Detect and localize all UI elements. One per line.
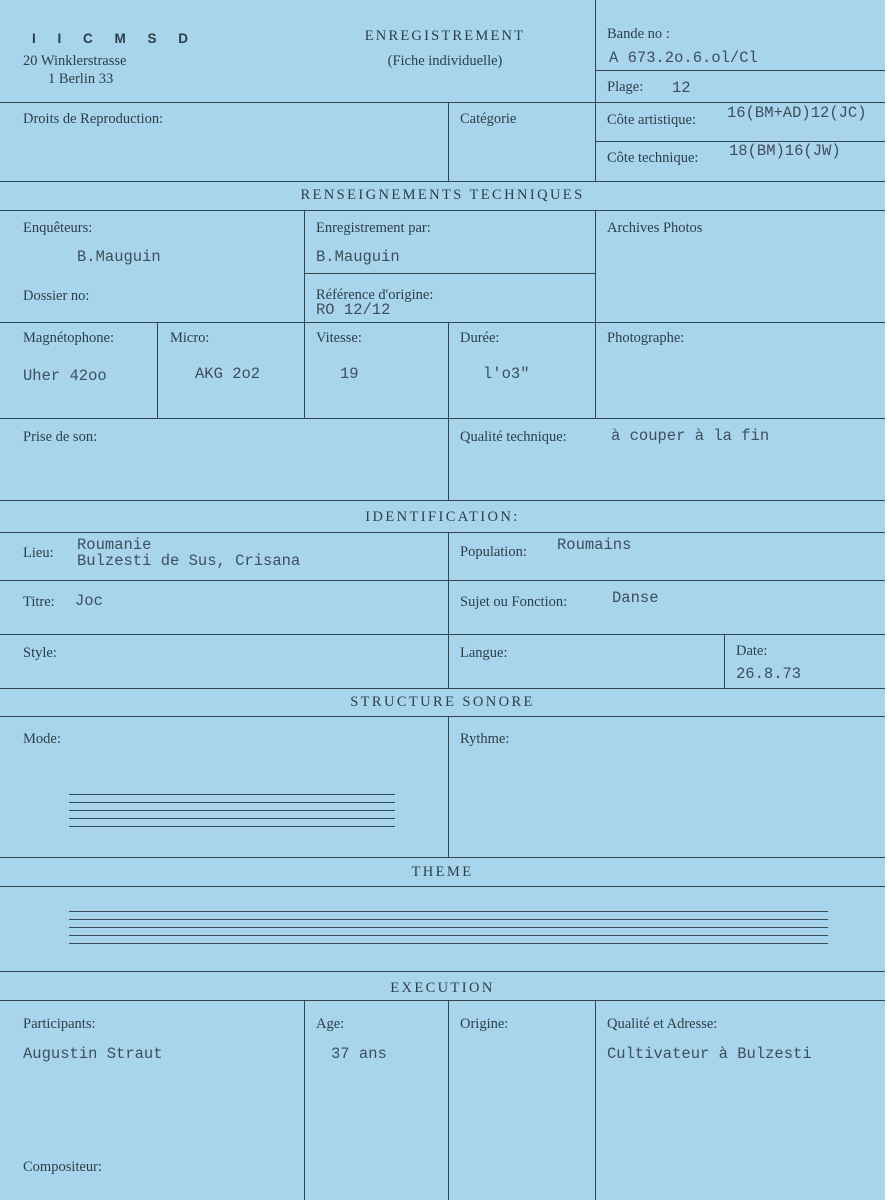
dossier-label: Dossier no: (23, 288, 90, 304)
droits-label: Droits de Reproduction: (23, 111, 164, 127)
bande-value: A 673.2o.6.ol/Cl (609, 49, 758, 67)
cote-technique-value: 18(BM)16(JW) (729, 142, 841, 160)
rule (0, 418, 885, 419)
titre-value: Joc (75, 592, 103, 610)
lieu-value-country: Roumanie (77, 536, 152, 554)
participants-value: Augustin Straut (23, 1045, 163, 1063)
section-title-structure: STRUCTURE SONORE (350, 694, 535, 710)
rule (304, 1000, 305, 1200)
enregistrement-par-label: Enregistrement par: (316, 220, 431, 236)
address-line-1: 20 Winklerstrasse (23, 53, 127, 69)
rule (0, 886, 885, 887)
enqueteurs-label: Enquêteurs: (23, 220, 93, 236)
age-value: 37 ans (331, 1045, 387, 1063)
plage-label: Plage: (607, 79, 644, 95)
mode-staff (69, 794, 395, 834)
reference-value: RO 12/12 (316, 301, 391, 319)
sujet-value: Danse (612, 589, 659, 607)
rule (0, 322, 885, 323)
form-title: ENREGISTREMENT (364, 28, 526, 44)
date-label: Date: (736, 643, 768, 659)
date-value: 26.8.73 (736, 665, 802, 683)
magnetophone-label: Magnétophone: (23, 330, 115, 346)
rule (304, 210, 305, 418)
micro-value: AKG 2o2 (195, 365, 261, 383)
rule (0, 500, 885, 501)
rule (595, 210, 596, 418)
rule (0, 102, 885, 103)
style-label: Style: (23, 645, 57, 661)
titre-label: Titre: (23, 594, 55, 610)
rule (0, 857, 885, 858)
compositeur-label: Compositeur: (23, 1159, 102, 1175)
duree-value: l'o3" (483, 365, 530, 383)
rule (448, 716, 449, 857)
rule (448, 1000, 449, 1200)
micro-label: Micro: (170, 330, 210, 346)
age-label: Age: (316, 1016, 345, 1032)
rule (595, 1000, 596, 1200)
categorie-label: Catégorie (460, 111, 517, 127)
qualite-technique-value: à couper à la fin (611, 427, 770, 445)
population-value: Roumains (557, 536, 632, 554)
origine-label: Origine: (460, 1016, 509, 1032)
qualite-adresse-value: Cultivateur à Bulzesti (607, 1045, 812, 1063)
section-title-technical: RENSEIGNEMENTS TECHNIQUES (300, 187, 585, 203)
participants-label: Participants: (23, 1016, 96, 1032)
vitesse-label: Vitesse: (316, 330, 362, 346)
cote-technique-label: Côte technique: (607, 150, 699, 166)
section-title-execution: EXECUTION (390, 980, 495, 996)
qualite-adresse-label: Qualité et Adresse: (607, 1016, 718, 1032)
population-label: Population: (460, 544, 527, 560)
cote-artistique-label: Côte artistique: (607, 112, 696, 128)
lieu-label: Lieu: (23, 545, 54, 561)
address-line-2: 1 Berlin 33 (48, 71, 114, 87)
rule (304, 273, 595, 274)
rule (157, 322, 158, 418)
rule (0, 971, 885, 972)
rule (0, 181, 885, 182)
rule (0, 716, 885, 717)
enqueteurs-value: B.Mauguin (77, 248, 161, 266)
langue-label: Langue: (460, 645, 508, 661)
form-subtitle: (Fiche individuelle) (387, 53, 503, 69)
rule (724, 634, 725, 688)
rule (0, 634, 885, 635)
plage-value: 12 (672, 79, 691, 97)
rule (448, 322, 449, 418)
reference-label: Référence d'origine: (316, 287, 434, 303)
archives-photos-label: Archives Photos (607, 220, 703, 236)
cote-artistique-value: 16(BM+AD)12(JC) (727, 104, 867, 122)
theme-staff (69, 911, 828, 951)
photographe-label: Photographe: (607, 330, 685, 346)
duree-label: Durée: (460, 330, 500, 346)
sujet-label: Sujet ou Fonction: (460, 594, 568, 610)
rule (0, 532, 885, 533)
magnetophone-value: Uher 42oo (23, 367, 107, 385)
rule (448, 418, 449, 500)
rythme-label: Rythme: (460, 731, 510, 747)
rule (448, 102, 449, 181)
rule (0, 580, 885, 581)
qualite-technique-label: Qualité technique: (460, 429, 567, 445)
section-title-identification: IDENTIFICATION: (365, 509, 520, 525)
rule (0, 688, 885, 689)
rule (0, 1000, 885, 1001)
enregistrement-par-value: B.Mauguin (316, 248, 400, 266)
section-title-theme: THEME (411, 864, 474, 880)
rule (0, 210, 885, 211)
org-name: I I C M S D (32, 31, 198, 46)
mode-label: Mode: (23, 731, 61, 747)
bande-label: Bande no : (607, 26, 670, 42)
lieu-value-place: Bulzesti de Sus, Crisana (77, 552, 301, 570)
rule (595, 0, 596, 181)
rule (595, 70, 885, 71)
rule (448, 532, 449, 688)
prise-de-son-label: Prise de son: (23, 429, 98, 445)
vitesse-value: 19 (340, 365, 359, 383)
